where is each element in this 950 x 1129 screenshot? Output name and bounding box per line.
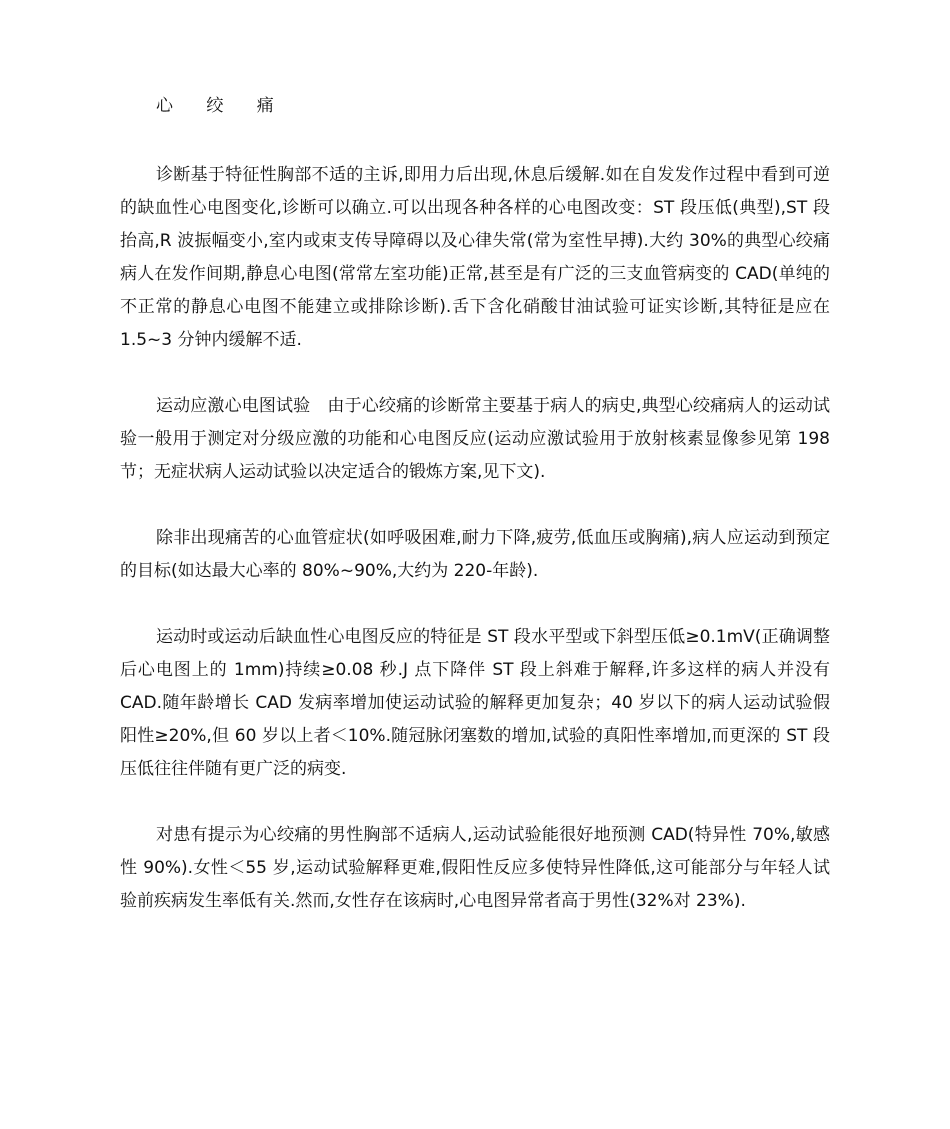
paragraph-ischemic-response: 运动时或运动后缺血性心电图反应的特征是 ST 段水平型或下斜型压低≥0.1mV(正确调整后心电图上的 1mm)持续≥0.08 秒.J 点下降伴 ST 段上斜难于解释,许多这样的病人并没有 CAD.随年龄增长 CAD 发病率增加使运动试验的解释更加复杂；40 岁以下的病人运动试验假阳性≥20%,但 60 岁以上者＜10%.随冠脉闭塞数的增加,试验的真阳性率增加,而更深的 ST 段压低往往伴随有更广泛的病变. (120, 627, 830, 779)
document-body (120, 88, 830, 918)
section-title: 心 绞 痛 (156, 96, 288, 116)
paragraph-exercise-target: 除非出现痛苦的心血管症状(如呼吸困难,耐力下降,疲劳,低血压或胸痛),病人应运动到预定的目标(如达最大心率的 80%~90%,大约为 220-年龄). (120, 528, 830, 581)
paragraph-exercise-ecg-test: 运动应激心电图试验 由于心绞痛的诊断常主要基于病人的病史,典型心绞痛病人的运动试验一般用于测定对分级应激的功能和心电图反应(运动应激试验用于放射核素显像参见第 198 节；无症状病人运动试验以决定适合的锻炼方案,见下文). (120, 396, 830, 482)
paragraph-sex-differences: 对患有提示为心绞痛的男性胸部不适病人,运动试验能很好地预测 CAD(特异性 70%,敏感性 90%).女性＜55 岁,运动试验解释更难,假阳性反应多使特异性降低,这可能部分与年轻人试验前疾病发生率低有关.然而,女性存在该病时,心电图异常者高于男性(32%对 23%). (120, 825, 830, 911)
paragraph-diagnosis: 诊断基于特征性胸部不适的主诉,即用力后出现,休息后缓解.如在自发发作过程中看到可逆的缺血性心电图变化,诊断可以确立.可以出现各种各样的心电图改变：ST 段压低(典型),ST 段抬高,R 波振幅变小,室内或束支传导障碍以及心律失常(常为室性早搏).大约 30%的典型心绞痛病人在发作间期,静息心电图(常常左室功能)正常,甚至是有广泛的三支血管病变的 CAD(单纯的不正常的静息心电图不能建立或排除诊断).舌下含化硝酸甘油试验可证实诊断,其特征是应在 1.5~3 分钟内缓解不适. (120, 165, 830, 350)
